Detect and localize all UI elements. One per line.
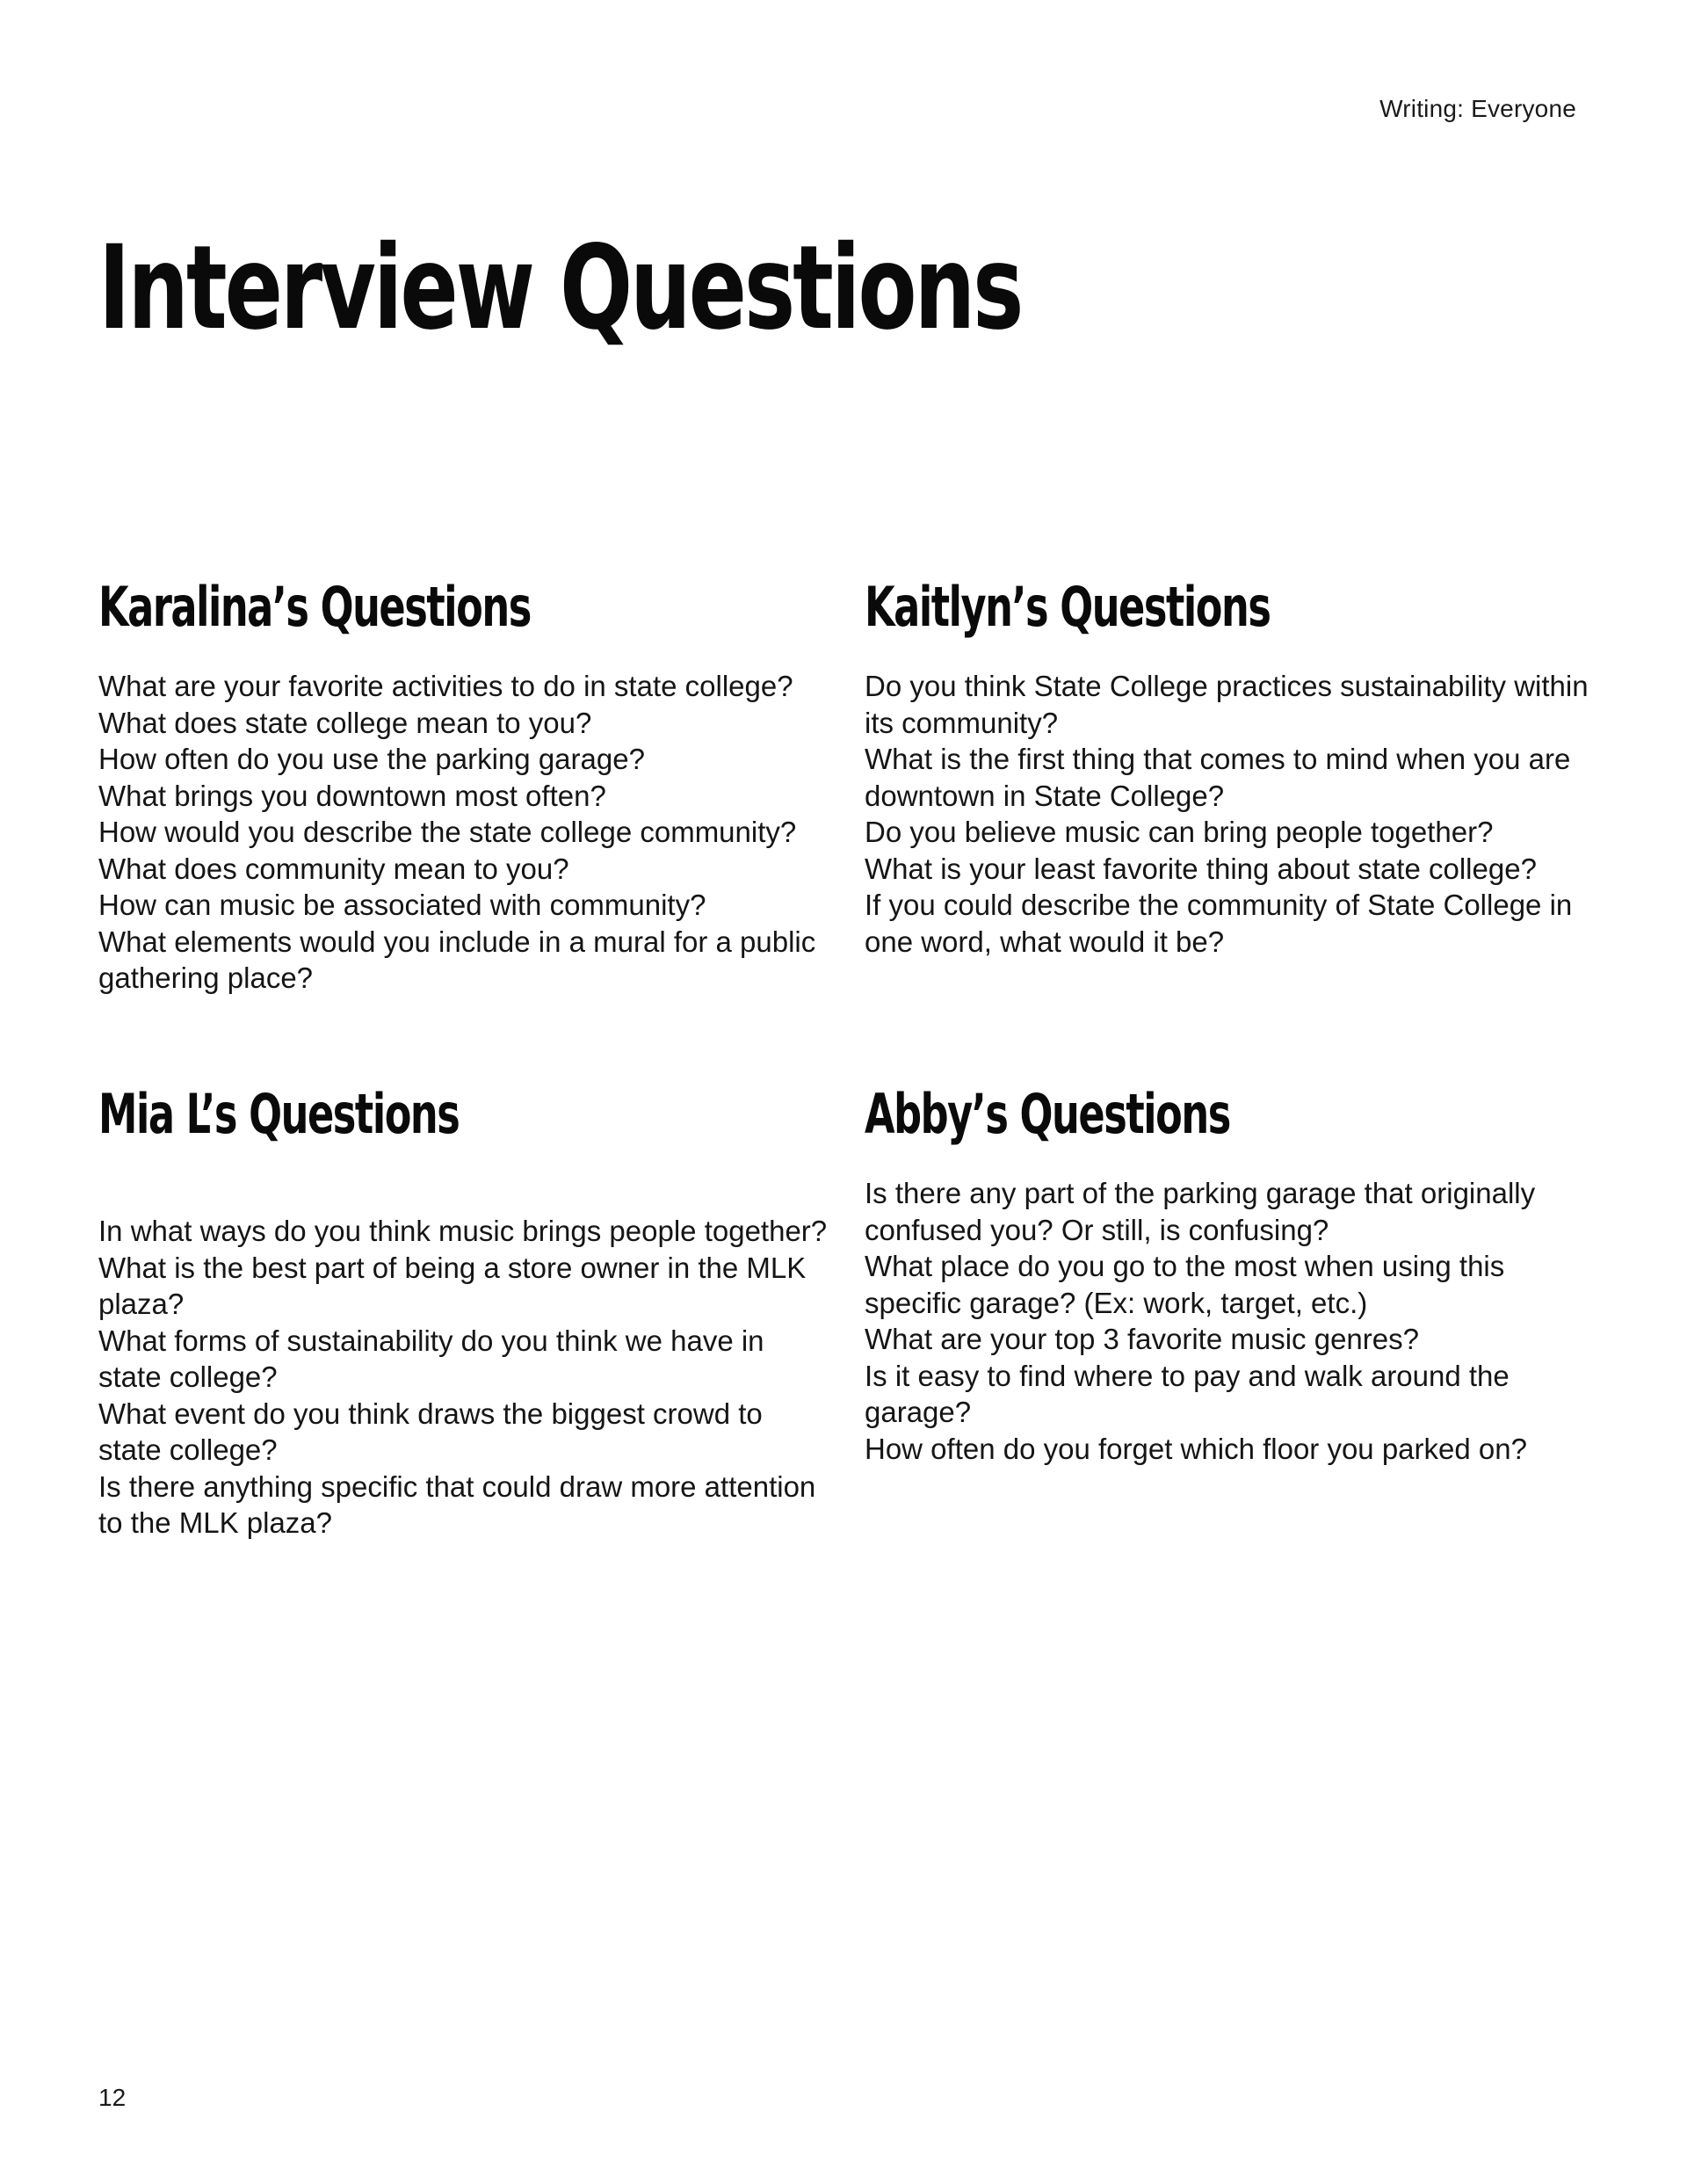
question-list	[98, 668, 828, 997]
question-item: What brings you downtown most often?	[98, 779, 606, 812]
question-item: What event do you think draws the biggest crowd to state college?	[98, 1397, 763, 1466]
question-item: How can music be associated with community?	[98, 889, 706, 921]
question-item: How often do you forget which floor you parked on?	[865, 1432, 1527, 1465]
page-number: 12	[98, 2084, 127, 2111]
question-item: What is the best part of being a store owner in the MLK plaza?	[98, 1251, 807, 1320]
question-item: How often do you use the parking garage?	[98, 743, 645, 775]
question-item: Do you believe music can bring people together?	[865, 816, 1494, 848]
question-item: What place do you go to the most when using this specific garage? (Ex: work, target, etc.)	[865, 1250, 1505, 1319]
question-item: If you could describe the community of State College in one word, what would it be?	[865, 889, 1573, 958]
question-item: What is your least favorite thing about state college?	[865, 852, 1537, 885]
page-title: Interview Questions	[98, 221, 1022, 356]
question-list	[865, 668, 1594, 960]
section-heading: Abby’s Questions	[865, 1082, 1230, 1146]
question-item: What are your top 3 favorite music genres?	[865, 1323, 1419, 1355]
karalina-questions-section	[98, 575, 828, 994]
question-item: How would you describe the state college community?	[98, 816, 797, 848]
abby-questions-section	[865, 1082, 1594, 1465]
question-item: What is the first thing that comes to mind when you are downtown in State College?	[865, 743, 1571, 812]
question-item: Is it easy to find where to pay and walk around the garage?	[865, 1359, 1510, 1428]
question-item: Is there any part of the parking garage that originally confused you? Or still, is confusing?	[865, 1177, 1536, 1246]
kaitlyn-questions-section	[865, 575, 1594, 958]
question-item: Do you think State College practices sustainability within its community?	[865, 670, 1589, 739]
question-item: Is there anything specific that could draw more attention to the MLK plaza?	[98, 1469, 816, 1539]
section-heading: Kaitlyn’s Questions	[865, 575, 1271, 639]
section-heading: Mia L’s Questions	[98, 1082, 460, 1146]
question-item: In what ways do you think music brings people together?	[98, 1215, 828, 1247]
question-item: What are your favorite activities to do in state college?	[98, 670, 793, 702]
question-item: What does community mean to you?	[98, 852, 569, 885]
mia-questions-section	[98, 1082, 828, 1539]
question-item: What does state college mean to you?	[98, 706, 592, 739]
question-item: What elements would you include in a mural for a public gathering place?	[98, 925, 816, 994]
question-item: What forms of sustainability do you think we have in state college?	[98, 1324, 764, 1393]
question-list	[865, 1175, 1594, 1467]
question-list	[98, 1213, 828, 1542]
page-label: Writing: Everyone	[1379, 95, 1576, 122]
section-heading: Karalina’s Questions	[98, 575, 531, 639]
